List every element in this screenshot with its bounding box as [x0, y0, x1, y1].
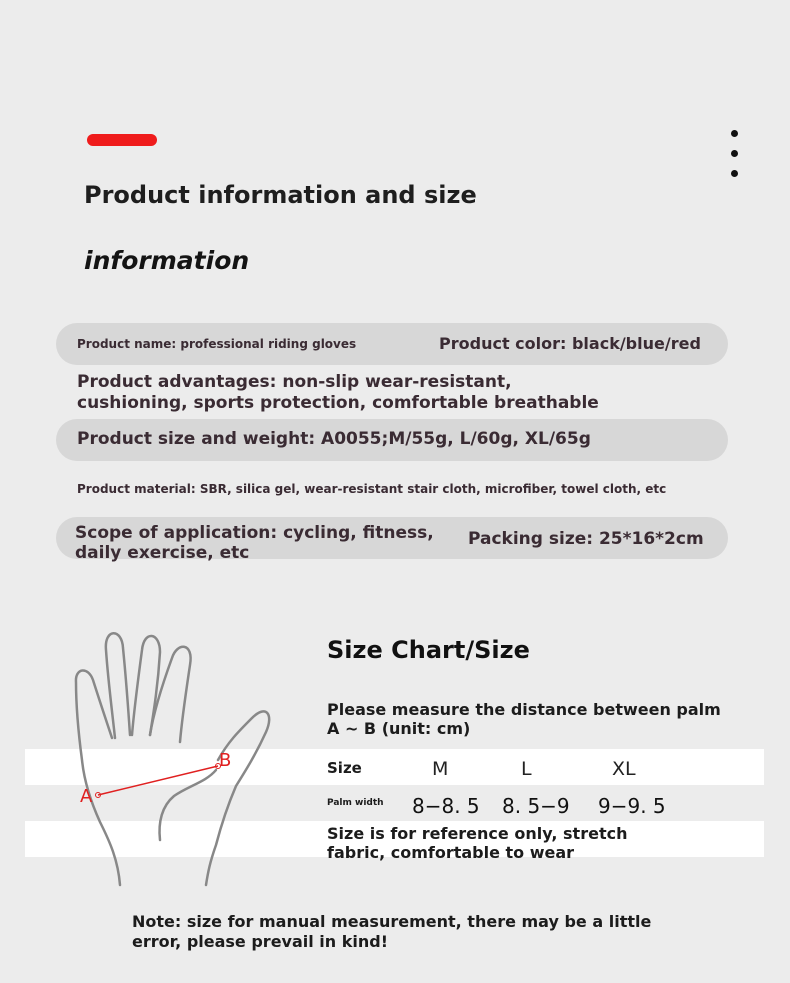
product-color: Product color: black/blue/red	[439, 334, 701, 353]
palm-width-m: 8−8. 5	[412, 794, 480, 818]
size-chart-title: Size Chart/Size	[327, 636, 530, 664]
size-m: M	[432, 758, 449, 780]
scope-line2: daily exercise, etc	[75, 543, 250, 563]
hand-diagram	[30, 610, 290, 900]
dot	[731, 130, 738, 137]
page-subtitle: information	[84, 246, 250, 275]
product-name: Product name: professional riding gloves	[77, 337, 357, 351]
footer-note-line2: error, please prevail in kind!	[132, 932, 389, 951]
dot	[731, 150, 738, 157]
measure-instruction-line1: Please measure the distance between palm	[327, 700, 721, 719]
size-xl: XL	[612, 758, 636, 780]
palm-width-label: Palm width	[327, 798, 384, 808]
scope-line1: Scope of application: cycling, fitness,	[75, 523, 434, 543]
footer-note-line1: Note: size for manual measurement, there may be a little	[132, 912, 652, 931]
dot	[731, 170, 738, 177]
size-note-line2: fabric, comfortable to wear	[327, 843, 575, 862]
product-advantages-line1: Product advantages: non-slip wear-resistant,	[77, 372, 512, 392]
product-material: Product material: SBR, silica gel, wear-resistant stair cloth, microfiber, towel cloth, etc	[77, 482, 667, 496]
size-header-label: Size	[327, 759, 362, 777]
product-advantages-line2: cushioning, sports protection, comfortable breathable	[77, 393, 599, 413]
measure-instruction-line2: A ~ B (unit: cm)	[327, 719, 471, 738]
more-options-icon[interactable]	[728, 130, 742, 184]
size-note-line1: Size is for reference only, stretch	[327, 824, 628, 843]
palm-width-l: 8. 5−9	[502, 794, 570, 818]
point-b-label: B	[219, 750, 232, 771]
point-a-label: A	[80, 786, 93, 807]
product-size-weight: Product size and weight: A0055;M/55g, L/60g, XL/65g	[77, 429, 591, 449]
packing-size: Packing size: 25*16*2cm	[468, 529, 704, 549]
page-title: Product information and size	[84, 181, 477, 209]
accent-bar	[87, 134, 157, 146]
size-l: L	[521, 758, 532, 780]
palm-width-xl: 9−9. 5	[598, 794, 666, 818]
